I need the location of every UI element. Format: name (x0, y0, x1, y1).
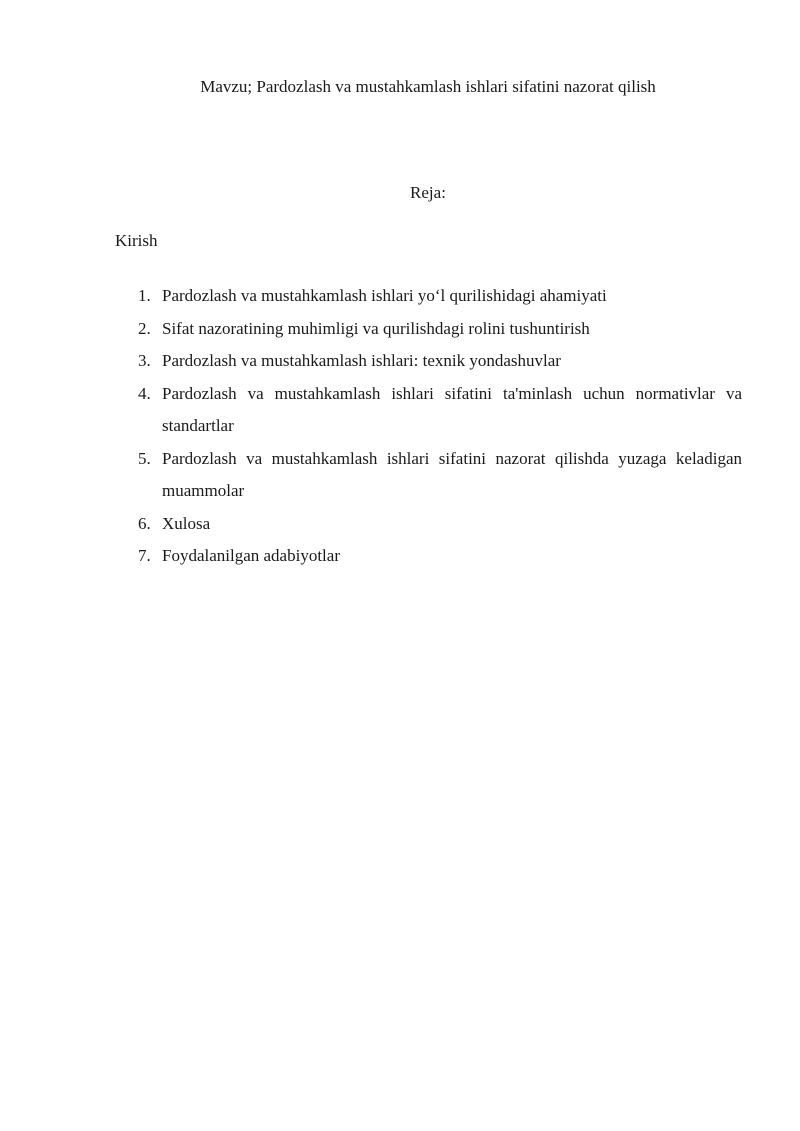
plan-heading: Reja: (410, 183, 446, 202)
plan-item-text: Pardozlash va mustahkamlash ishlari sifatini nazorat qilishda yuzaga keladigan muammolar (162, 448, 742, 500)
plan-item-5 (138, 443, 742, 508)
plan-item-1 (138, 280, 742, 313)
plan-item-number: 6. (138, 513, 151, 533)
plan-item-6 (138, 508, 742, 541)
plan-item-2 (138, 313, 742, 346)
plan-item-number: 5. (138, 448, 151, 468)
plan-item-number: 7. (138, 546, 151, 565)
intro-heading: Kirish (115, 231, 158, 250)
plan-item-text: Pardozlash va mustahkamlash ishlari sifatini ta'minlash uchun normativlar va standartlar (162, 383, 742, 435)
plan-item-7 (138, 540, 742, 573)
plan-item-number: 4. (138, 383, 151, 403)
plan-item-number: 3. (138, 351, 151, 370)
plan-item-text: Xulosa (162, 513, 211, 533)
plan-item-3 (138, 345, 742, 378)
plan-item-text: Sifat nazoratining muhimligi va qurilishdagi rolini tushuntirish (162, 318, 590, 338)
plan-item-number: 2. (138, 318, 151, 338)
plan-list (138, 280, 742, 573)
plan-item-text: Foydalanilgan adabiyotlar (162, 546, 340, 565)
document-title: Mavzu; Pardozlash va mustahkamlash ishlari sifatini nazorat qilish (200, 77, 656, 96)
plan-item-text: Pardozlash va mustahkamlash ishlari: texnik yondashuvlar (162, 351, 561, 370)
plan-item-text: Pardozlash va mustahkamlash ishlari yo‘l qurilishidagi ahamiyati (162, 286, 607, 305)
plan-item-number: 1. (138, 286, 151, 305)
plan-item-4 (138, 378, 742, 443)
